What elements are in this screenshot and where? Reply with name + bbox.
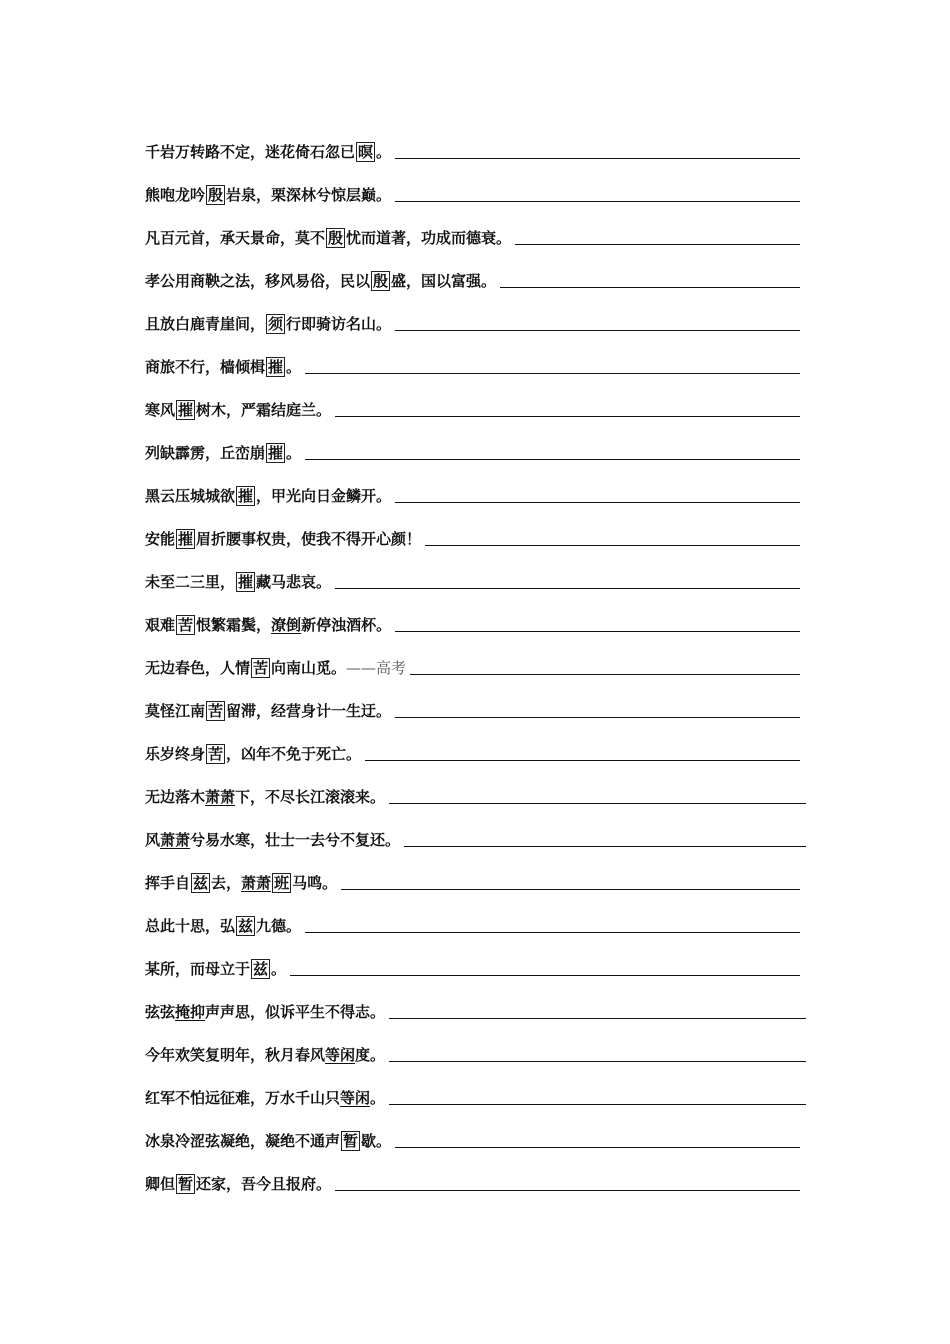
exercise-line — [145, 609, 800, 635]
sentence-fragment: 。 — [271, 960, 287, 978]
sentence-fragment: 歇。 — [361, 1132, 392, 1150]
sentence-text — [145, 400, 331, 420]
exercise-line — [145, 996, 806, 1022]
answer-blank[interactable] — [395, 200, 800, 202]
underlined-word: 萧萧 — [205, 788, 236, 806]
answer-blank[interactable] — [395, 501, 800, 503]
highlighted-character: 摧 — [178, 530, 194, 548]
highlighted-character: 苦 — [208, 745, 224, 763]
exercise-line — [145, 179, 800, 205]
sentence-fragment: 去， — [211, 874, 242, 892]
answer-blank[interactable] — [500, 286, 800, 288]
sentence-fragment: 留滞，经营身计一生迂。 — [226, 702, 392, 720]
sentence-text — [145, 314, 391, 334]
sentence-text — [145, 1045, 385, 1065]
sentence-fragment: 声声思，似诉平生不得志。 — [205, 1003, 386, 1021]
answer-blank[interactable] — [335, 587, 800, 589]
answer-blank[interactable] — [341, 888, 800, 890]
underlined-word: 潦倒 — [271, 616, 302, 634]
sentence-fragment: 风 — [145, 831, 161, 849]
sentence-fragment: 九德。 — [256, 917, 302, 935]
highlighted-character: 摧 — [268, 358, 284, 376]
sentence-fragment: 乐岁终身 — [145, 745, 206, 763]
sentence-text — [145, 916, 301, 936]
sentence-fragment: 岩泉，栗深林兮惊层巅。 — [226, 186, 392, 204]
highlighted-character: 殷 — [208, 186, 224, 204]
answer-blank[interactable] — [395, 157, 800, 159]
sentence-fragment: 某所，而母立于 — [145, 960, 251, 978]
exercise-line — [145, 308, 800, 334]
answer-blank[interactable] — [389, 1017, 806, 1019]
exercise-line — [145, 910, 800, 936]
underlined-word: 等闲 — [325, 1046, 356, 1064]
answer-blank[interactable] — [305, 372, 800, 374]
sentence-text — [145, 701, 391, 721]
sentence-fragment: 寒风 — [145, 401, 176, 419]
highlighted-character: 摧 — [238, 487, 254, 505]
sentence-text — [145, 1174, 331, 1194]
answer-blank[interactable] — [515, 243, 800, 245]
answer-blank[interactable] — [395, 630, 800, 632]
highlighted-character: 兹 — [238, 917, 254, 935]
answer-blank[interactable] — [410, 673, 800, 675]
highlighted-character: 苦 — [208, 702, 224, 720]
answer-blank[interactable] — [395, 1146, 800, 1148]
sentence-text — [145, 787, 385, 807]
exercise-line — [145, 1168, 800, 1194]
sentence-fragment: 马鸣。 — [292, 874, 338, 892]
sentence-fragment: 。 — [376, 143, 392, 161]
sentence-fragment: 树木，严霜结庭兰。 — [196, 401, 332, 419]
underlined-word: 萧萧 — [160, 831, 191, 849]
answer-blank[interactable] — [389, 1060, 806, 1062]
answer-blank[interactable] — [290, 974, 800, 976]
sentence-text — [145, 357, 301, 377]
sentence-fragment: 今年欢笑复明年，秋月春风 — [145, 1046, 326, 1064]
sentence-text — [145, 443, 301, 463]
sentence-fragment: 度。 — [355, 1046, 386, 1064]
highlighted-character: 兹 — [253, 960, 269, 978]
exercise-line — [145, 566, 800, 592]
sentence-fragment: 。 — [370, 1089, 386, 1107]
sentence-fragment: 兮易水寒，壮士一去兮不复还。 — [190, 831, 401, 849]
sentence-fragment: 挥手自 — [145, 874, 191, 892]
exercise-line — [145, 652, 800, 678]
answer-blank[interactable] — [395, 716, 800, 718]
sentence-fragment: 列缺霹雳，丘峦崩 — [145, 444, 266, 462]
sentence-text — [145, 1088, 385, 1108]
sentence-text — [145, 228, 511, 248]
highlighted-character: 殷 — [328, 229, 344, 247]
sentence-text — [145, 572, 331, 592]
highlighted-character: 苦 — [253, 659, 269, 677]
sentence-fragment: 千岩万转路不定，迷花倚石忽已 — [145, 143, 356, 161]
exercise-line — [145, 351, 800, 377]
highlighted-character: 须 — [268, 315, 284, 333]
sentence-fragment: 无边春色，人情 — [145, 659, 251, 677]
exercise-line — [145, 222, 800, 248]
exercise-line — [145, 953, 800, 979]
answer-blank[interactable] — [389, 802, 806, 804]
sentence-text — [145, 658, 406, 678]
sentence-fragment: ，凶年不免于死亡。 — [226, 745, 362, 763]
sentence-fragment: 行即骑访名山。 — [286, 315, 392, 333]
exercise-line — [145, 437, 800, 463]
sentence-fragment: 黑云压城城欲 — [145, 487, 236, 505]
sentence-fragment: 弦弦 — [145, 1003, 176, 1021]
sentence-fragment: 下，不尽长江滚滚来。 — [235, 788, 386, 806]
sentence-fragment: 凡百元首，承天景命，莫不 — [145, 229, 326, 247]
sentence-text — [145, 873, 337, 893]
highlighted-character: 殷 — [373, 272, 389, 290]
sentence-fragment: 盛，国以富强。 — [391, 272, 497, 290]
exercise-line — [145, 136, 800, 162]
sentence-fragment: 无边落木 — [145, 788, 206, 806]
sentence-text — [145, 615, 391, 635]
answer-blank[interactable] — [389, 1103, 806, 1105]
sentence-fragment: 忧而道著，功成而德衰。 — [346, 229, 512, 247]
sentence-fragment: 恨繁霜鬓， — [196, 616, 272, 634]
underlined-word: 等闲 — [340, 1089, 371, 1107]
exercise-line — [145, 480, 800, 506]
sentence-text — [145, 185, 391, 205]
exercise-line — [145, 1125, 800, 1151]
answer-blank[interactable] — [305, 458, 800, 460]
highlighted-character: 摧 — [238, 573, 254, 591]
sentence-fragment: 冰泉冷涩弦凝绝，凝绝不通声 — [145, 1132, 341, 1150]
highlighted-character: 暂 — [178, 1175, 194, 1193]
sentence-fragment: 向南山觅。 — [271, 659, 347, 677]
sentence-fragment: 未至二三里， — [145, 573, 236, 591]
sentence-text — [145, 486, 391, 506]
sentence-text — [145, 830, 400, 850]
sentence-text — [145, 142, 391, 162]
sentence-fragment: 商旅不行，樯倾楫 — [145, 358, 266, 376]
exercise-line — [145, 695, 800, 721]
answer-blank[interactable] — [335, 1189, 800, 1191]
exercise-line — [145, 1039, 806, 1065]
highlighted-character: 暝 — [358, 143, 374, 161]
sentence-fragment: 且放白鹿青崖间， — [145, 315, 266, 333]
exercise-line — [145, 523, 800, 549]
underlined-word: 掩抑 — [175, 1003, 206, 1021]
exercise-line — [145, 738, 800, 764]
exercise-line — [145, 265, 800, 291]
highlighted-character: 暂 — [343, 1132, 359, 1150]
sentence-fragment: 熊咆龙吟 — [145, 186, 206, 204]
answer-blank[interactable] — [395, 329, 800, 331]
sentence-text — [145, 1131, 391, 1151]
sentence-text — [145, 271, 496, 291]
sentence-fragment: 眉折腰事权贵，使我不得开心颜！ — [196, 530, 422, 548]
sentence-text — [145, 529, 421, 549]
highlighted-character: 班 — [274, 874, 290, 892]
sentence-fragment: 莫怪江南 — [145, 702, 206, 720]
sentence-fragment: 。 — [286, 358, 302, 376]
exercise-line — [145, 1082, 806, 1108]
highlighted-character: 苦 — [178, 616, 194, 634]
exercise-line — [145, 867, 800, 893]
sentence-fragment: 孝公用商鞅之法，移风易俗，民以 — [145, 272, 371, 290]
highlighted-character: 兹 — [193, 874, 209, 892]
answer-blank[interactable] — [425, 544, 800, 546]
answer-blank[interactable] — [365, 759, 800, 761]
sentence-fragment: 卿但 — [145, 1175, 176, 1193]
sentence-fragment: 艰难 — [145, 616, 176, 634]
sentence-fragment: 。 — [286, 444, 302, 462]
underlined-word: 萧萧 — [241, 874, 272, 892]
highlighted-character: 摧 — [178, 401, 194, 419]
sentence-fragment: ——高考 — [346, 659, 407, 677]
sentence-text — [145, 744, 361, 764]
sentence-fragment: 红军不怕远征难，万水千山只 — [145, 1089, 341, 1107]
sentence-text — [145, 1002, 385, 1022]
sentence-fragment: ，甲光向日金鳞开。 — [256, 487, 392, 505]
highlighted-character: 摧 — [268, 444, 284, 462]
exercise-line — [145, 781, 806, 807]
sentence-fragment: 总此十思，弘 — [145, 917, 236, 935]
sentence-fragment: 还家，吾今且报府。 — [196, 1175, 332, 1193]
sentence-text — [145, 959, 286, 979]
sentence-fragment: 藏马悲哀。 — [256, 573, 332, 591]
exercise-line — [145, 394, 800, 420]
exercise-line — [145, 824, 806, 850]
answer-blank[interactable] — [335, 415, 800, 417]
answer-blank[interactable] — [404, 845, 806, 847]
answer-blank[interactable] — [305, 931, 800, 933]
sentence-fragment: 新停浊酒杯。 — [301, 616, 392, 634]
sentence-fragment: 安能 — [145, 530, 176, 548]
